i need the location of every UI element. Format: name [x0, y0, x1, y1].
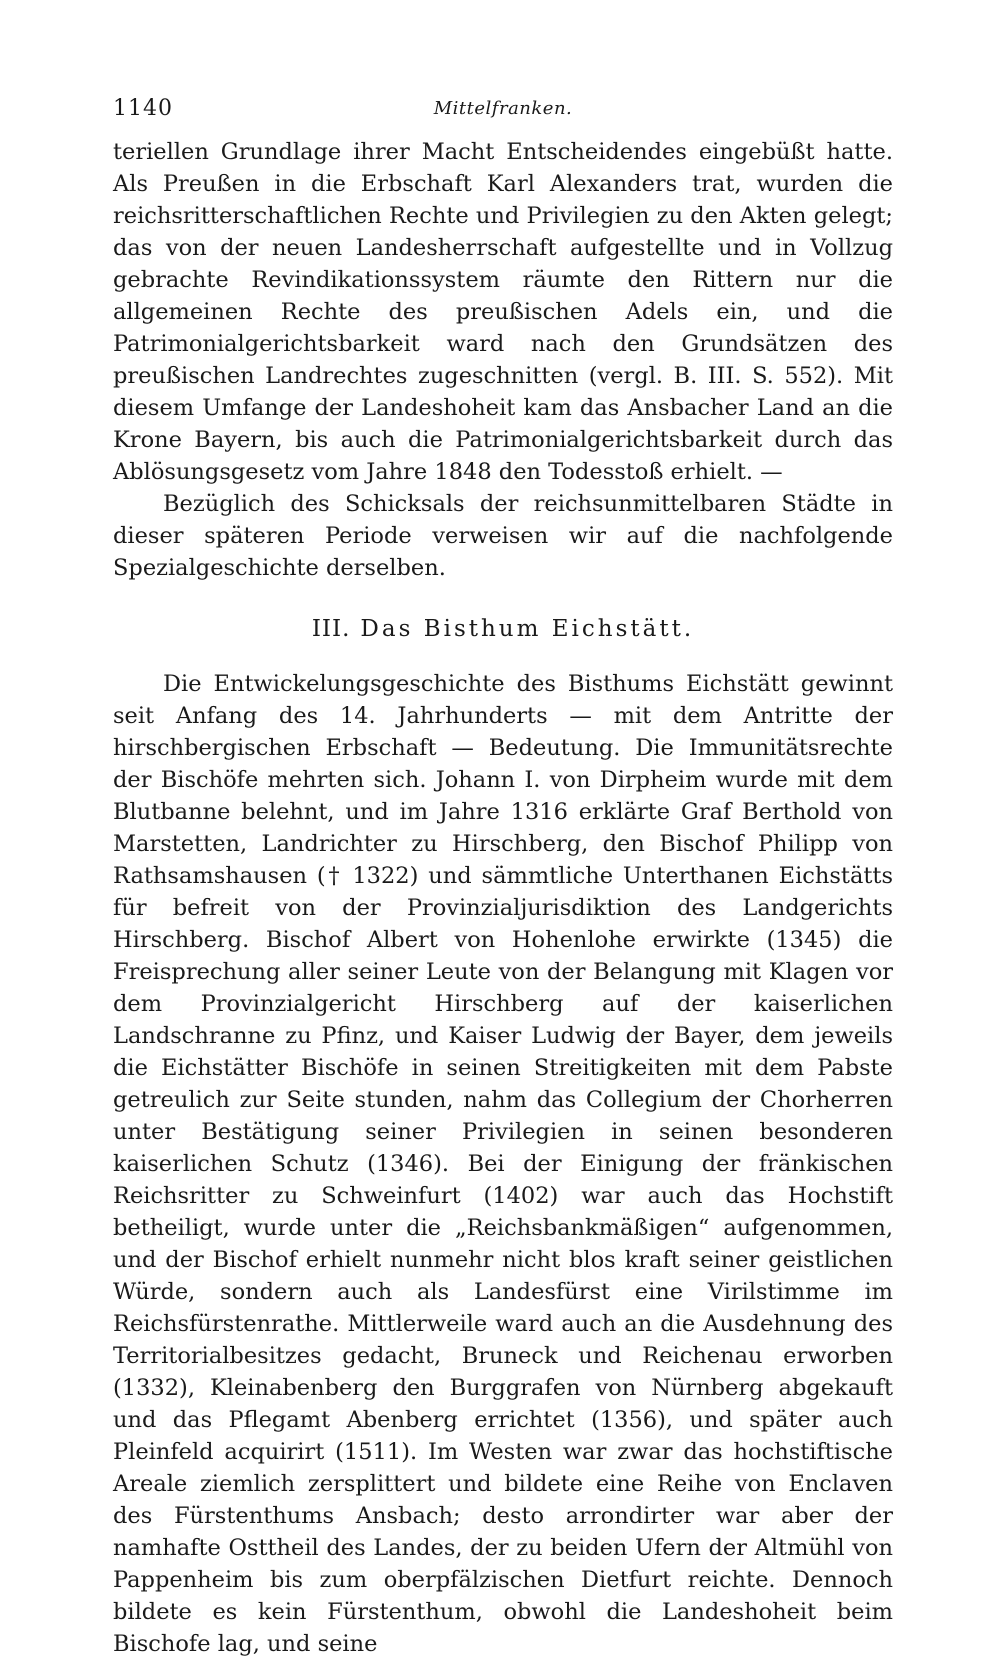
paragraph-eichstaett: Die Entwickelungsgeschichte des Bisthums Eichstätt gewinnt seit Anfang des 14. Jahrhunderts — mit dem Antritte der hirschbergischen Erbschaft — Bedeutung. Die Immunitätsrechte der Bischöfe mehrten sich. Johann I. von Dirpheim wurde mit dem Blutbanne belehnt, und im Jahre 1316 erklärte Graf Berthold von Marstetten, Landrichter zu Hirschberg, den Bischof Philipp von Rathsamshausen († 1322) und sämmtliche Unterthanen Eichstätts für befreit von der Provinzialjurisdiktion des Landgerichts Hirschberg. Bischof Albert von Hohenlohe erwirkte (1345) die Freisprechung aller seiner Leute von der Belangung mit Klagen vor dem Provinzialgericht Hirschberg auf der kaiserlichen Landschranne zu Pfinz, und Kaiser Ludwig der Bayer, dem jeweils die Eichstätter Bischöfe in seinen Streitigkeiten mit dem Pabste getreulich zur Seite stunden, nahm das Collegium der Chorherren unter Bestätigung seiner Privilegien in seinen besonderen kaiserlichen Schutz (1346). Bei der Einigung der fränkischen Reichsritter zu Schweinfurt (1402) war auch das Hochstift betheiligt, wurde unter die „Reichsbankmäßigen“ aufgenommen, und der Bischof erhielt nunmehr nicht blos kraft seiner geistlichen Würde, sondern auch als Landesfürst eine Virilstimme im Reichsfürstenrathe. Mittlerweile ward auch an die Ausdehnung des Territorialbesitzes gedacht, Bruneck und Reichenau erworben (1332), Kleinabenberg den Burggrafen von Nürnberg abgekauft und das Pflegamt Abenberg errichtet (1356), und später auch Pleinfeld acquirirt (1511). Im Westen war zwar das hochstiftische Areale ziemlich zersplittert und bildete eine Reihe von Enclaven des Fürstenthums Ansbach; desto arrondirter war aber der namhafte Osttheil des Landes, der zu beiden Ufern der Altmühl von Pappenheim bis zum oberpfälzischen Dietfurt reichte. Dennoch bildete es kein Fürstenthum, obwohl die Landeshoheit beim Bischofe lag, und seine [113, 671, 893, 1657]
section-heading [113, 614, 893, 644]
page-number: 1140 [113, 96, 173, 121]
page-header [113, 96, 893, 136]
section-title: Das Bisthum Eichstätt. [360, 616, 695, 642]
paragraph-continuation: teriellen Grundlage ihrer Macht Entscheidendes eingebüßt hatte. Als Preußen in die Erbschaft Karl Alexanders trat, wurden die reichsritterschaftlichen Rechte und Privilegien zu den Akten gelegt; das von der neuen Landesherrschaft aufgestellte und in Vollzug gebrachte Revindikationssystem räumte den Rittern nur die allgemeinen Rechte des preußischen Adels ein, und die Patrimonialgerichtsbarkeit ward nach den Grundsätzen des preußischen Landrechtes zugeschnitten (vergl. B. III. S. 552). Mit diesem Umfange der Landeshoheit kam das Ansbacher Land an die Krone Bayern, bis auch die Patrimonialgerichtsbarkeit durch das Ablösungsgesetz vom Jahre 1848 den Todesstoß erhielt. — [113, 139, 893, 485]
paragraph-staedte: Bezüglich des Schicksals der reichsunmittelbaren Städte in dieser späteren Periode verweisen wir auf die nachfolgende Spezialgeschichte derselben. [113, 491, 893, 581]
running-title: Mittelfranken. [433, 98, 573, 119]
book-page [113, 96, 893, 1660]
section-number: III. [311, 616, 351, 642]
